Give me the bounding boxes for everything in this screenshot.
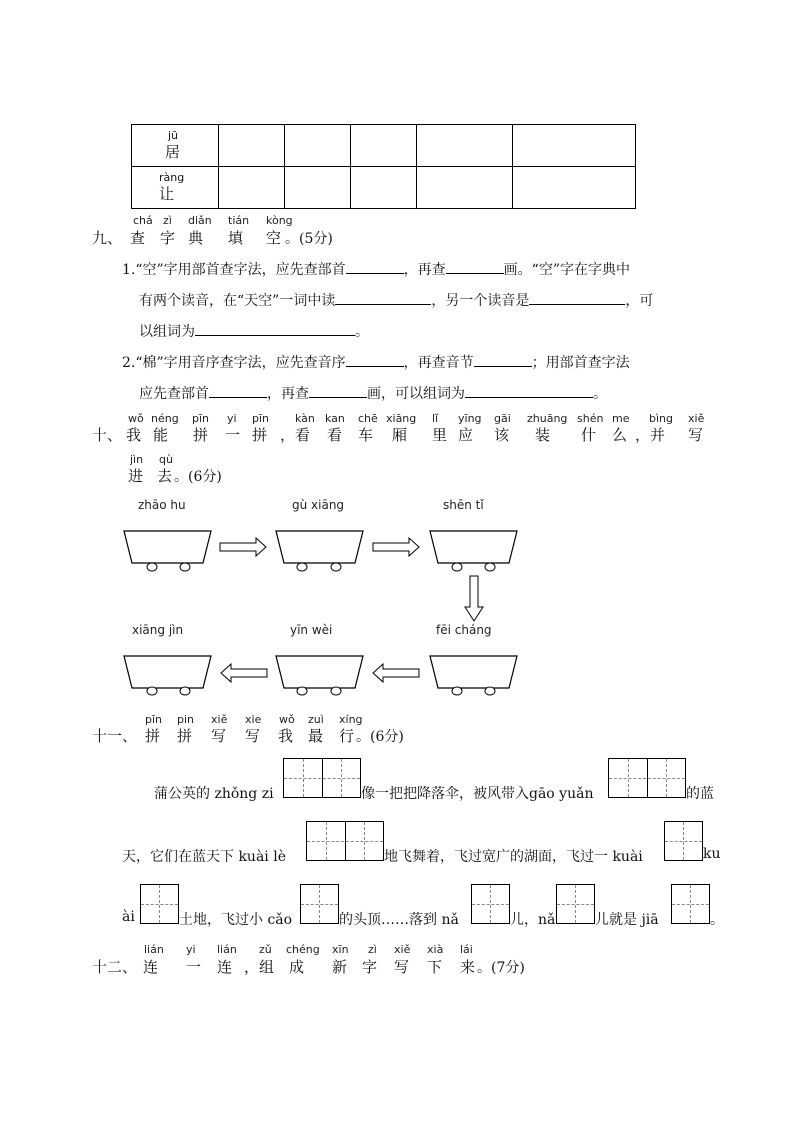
passage-text: 像一把把降落伞，被风带入gāo yuǎn bbox=[361, 786, 594, 802]
pinyin: xiě bbox=[688, 412, 705, 425]
pinyin: zì bbox=[368, 943, 377, 956]
heading-char: 查 bbox=[130, 229, 146, 247]
passage-text: 地飞舞着，飞过宽广的湖面，飞过一 kuài bbox=[384, 849, 643, 865]
heading-char: 厢 bbox=[392, 426, 408, 444]
sentence-text: 画。“空”字在字典中 bbox=[503, 262, 630, 278]
heading-char: 装 bbox=[535, 426, 551, 444]
heading-char: 填 bbox=[228, 229, 244, 247]
passage-text: ài bbox=[122, 909, 135, 925]
heading-char: 最 bbox=[308, 727, 324, 745]
pinyin: jìn bbox=[130, 453, 144, 466]
pinyin: chá bbox=[133, 214, 153, 227]
heading-char: 拼 bbox=[252, 426, 268, 444]
heading-char: 新 bbox=[332, 958, 348, 976]
passage-text: 的蓝 bbox=[686, 786, 714, 802]
pinyin: zhuāng bbox=[527, 412, 568, 425]
cart-label: shēn tǐ bbox=[443, 498, 484, 512]
pinyin: pīn bbox=[145, 713, 163, 726]
pinyin: me bbox=[612, 412, 630, 425]
cart-6[interactable] bbox=[430, 656, 517, 695]
score-label: 。(6分) bbox=[356, 729, 404, 745]
pinyin: lái bbox=[460, 943, 473, 956]
pinyin: zǔ bbox=[259, 943, 272, 956]
pinyin: kòng bbox=[266, 214, 293, 227]
heading-char: 能 bbox=[153, 426, 169, 444]
writing-grid[interactable] bbox=[671, 884, 710, 924]
character-label: 居 bbox=[165, 143, 181, 161]
heading-char: 写 bbox=[211, 727, 227, 745]
cart-4[interactable] bbox=[124, 656, 211, 695]
score-label: 。(6分) bbox=[174, 469, 222, 485]
pinyin: néng bbox=[151, 412, 179, 425]
pinyin: zuì bbox=[308, 713, 324, 726]
sentence-text: 画，可以组词为 bbox=[367, 386, 465, 402]
cart-1[interactable] bbox=[124, 531, 211, 571]
heading-char: 车 bbox=[358, 426, 374, 444]
character-label: 让 bbox=[159, 185, 175, 203]
heading-char: 该 bbox=[494, 426, 510, 444]
score-label: 。(5分) bbox=[285, 231, 333, 247]
sentence-text: ，再查 bbox=[403, 262, 446, 278]
arrow-left-icon bbox=[373, 664, 419, 682]
pinyin: lián bbox=[144, 943, 164, 956]
heading-char: 行 bbox=[339, 727, 355, 745]
pinyin: qù bbox=[159, 453, 173, 466]
passage-text: 土地，飞过小 cǎo bbox=[179, 912, 293, 928]
passage-text: 。 bbox=[710, 912, 724, 928]
section-number: 九、 bbox=[92, 229, 123, 247]
writing-grid[interactable] bbox=[283, 758, 361, 798]
passage-text: ku bbox=[703, 846, 721, 862]
sentence-text: 应先查部首 bbox=[139, 386, 209, 402]
heading-char: 连 bbox=[217, 958, 233, 976]
section-number: 十一、 bbox=[92, 727, 138, 745]
writing-grid[interactable] bbox=[608, 758, 686, 798]
sentence-text: 。 bbox=[593, 386, 607, 402]
heading-char: 连 bbox=[143, 958, 159, 976]
heading-char: 应 bbox=[458, 426, 474, 444]
heading-char: 字 bbox=[160, 229, 176, 247]
heading-char: 典 bbox=[188, 229, 204, 247]
writing-grid[interactable] bbox=[556, 884, 595, 924]
pinyin: xiāng bbox=[386, 412, 417, 425]
heading-char: 一 bbox=[186, 958, 202, 976]
heading-char: 写 bbox=[688, 426, 704, 444]
heading-char: 里 bbox=[432, 426, 448, 444]
pinyin: yīng bbox=[458, 412, 482, 425]
sentence-text: 2.“棉”字用音序查字法，应先查音序 bbox=[122, 355, 346, 371]
heading-char: 进 bbox=[128, 467, 144, 485]
arrow-left-icon bbox=[221, 664, 267, 682]
score-label: 。(7分) bbox=[477, 960, 525, 976]
heading-char: 成 bbox=[289, 958, 305, 976]
pinyin: xiě bbox=[211, 713, 228, 726]
heading-char: ，组 bbox=[244, 958, 275, 976]
passage-text: 蒲公英的 zhǒng zi bbox=[154, 786, 274, 802]
writing-grid[interactable] bbox=[471, 884, 510, 924]
pinyin-label: jū bbox=[168, 129, 179, 142]
passage-text: 天，它们在蓝天下 kuài lè bbox=[122, 849, 286, 865]
pinyin: wǒ bbox=[279, 713, 295, 726]
heading-char: ，并 bbox=[635, 426, 666, 444]
heading-char: 我 bbox=[126, 426, 142, 444]
pinyin: tián bbox=[228, 214, 250, 227]
passage-text: 的头顶……落到 nǎ bbox=[339, 912, 459, 928]
heading-char: 看 bbox=[327, 426, 343, 444]
writing-grid[interactable] bbox=[664, 821, 703, 861]
cart-2[interactable] bbox=[276, 531, 363, 571]
cart-5[interactable] bbox=[276, 656, 363, 695]
heading-char: 一 bbox=[225, 426, 241, 444]
pinyin: xiě bbox=[394, 943, 411, 956]
heading-char: 去 bbox=[157, 467, 173, 485]
pinyin: chē bbox=[358, 412, 378, 425]
writing-grid[interactable] bbox=[300, 884, 339, 924]
pinyin: xíng bbox=[339, 713, 363, 726]
pinyin: zì bbox=[163, 214, 172, 227]
arrow-right-icon bbox=[220, 538, 266, 556]
heading-char: 字 bbox=[362, 958, 378, 976]
writing-grid[interactable] bbox=[140, 884, 179, 924]
heading-char: 么 bbox=[612, 426, 628, 444]
pinyin: pin bbox=[177, 713, 195, 726]
sentence-text: ，再查 bbox=[267, 386, 309, 402]
pinyin: yi bbox=[186, 943, 196, 956]
cart-label: zhāo hu bbox=[138, 498, 186, 512]
sentence-text: ，再查音节 bbox=[403, 355, 474, 371]
writing-grid[interactable] bbox=[306, 821, 384, 861]
passage-text: 儿就是 jiā bbox=[595, 912, 659, 928]
heading-char: 我 bbox=[278, 727, 294, 745]
pinyin: chéng bbox=[286, 943, 320, 956]
sentence-text: 。 bbox=[355, 324, 369, 340]
cart-label: yīn wèi bbox=[290, 623, 333, 637]
passage-text: 儿，nǎ bbox=[510, 912, 556, 928]
arrow-down-icon bbox=[465, 576, 483, 621]
pinyin: kàn bbox=[295, 412, 315, 425]
pinyin: pīn bbox=[192, 412, 210, 425]
arrow-right-icon bbox=[373, 538, 419, 556]
sentence-text: 以组词为 bbox=[139, 324, 195, 340]
heading-char: 写 bbox=[245, 727, 261, 745]
pinyin: yi bbox=[227, 412, 237, 425]
sentence-text: 1.“空”字用部首查字法，应先查部首 bbox=[122, 262, 346, 278]
heading-char: 写 bbox=[394, 958, 410, 976]
heading-char: 下 bbox=[427, 958, 443, 976]
pinyin: xīn bbox=[332, 943, 349, 956]
section-number: 十二、 bbox=[92, 958, 138, 976]
pinyin: wǒ bbox=[128, 412, 144, 425]
pinyin: kan bbox=[325, 412, 345, 425]
pinyin: xià bbox=[427, 943, 444, 956]
pinyin: lián bbox=[217, 943, 237, 956]
pinyin: shén bbox=[577, 412, 604, 425]
heading-char: 拼 bbox=[177, 727, 193, 745]
heading-char: 拼 bbox=[145, 727, 161, 745]
sentence-text: ，另一个读音是 bbox=[431, 293, 530, 309]
sentence-text: 有两个读音，在“天空”一词中读 bbox=[139, 293, 336, 309]
pinyin: diǎn bbox=[188, 214, 212, 227]
pinyin: xie bbox=[245, 713, 262, 726]
cart-3[interactable] bbox=[430, 531, 517, 571]
heading-char: 什 bbox=[581, 426, 597, 444]
heading-char: ，看 bbox=[280, 426, 311, 444]
heading-char: 来 bbox=[460, 958, 476, 976]
pinyin: lǐ bbox=[432, 412, 439, 425]
pinyin: gāi bbox=[494, 412, 511, 425]
heading-char: 拼 bbox=[193, 426, 209, 444]
pinyin-label: ràng bbox=[159, 171, 185, 184]
heading-char: 空 bbox=[266, 229, 282, 247]
sentence-text: ，可 bbox=[625, 293, 654, 309]
cart-label: xiāng jìn bbox=[132, 623, 184, 637]
section-number: 十、 bbox=[92, 426, 123, 444]
cart-label: gù xiāng bbox=[292, 498, 345, 512]
sentence-text: ；用部首查字法 bbox=[531, 355, 630, 371]
pinyin: pīn bbox=[252, 412, 270, 425]
pinyin: bìng bbox=[649, 412, 673, 425]
cart-label: fēi cháng bbox=[436, 623, 492, 637]
